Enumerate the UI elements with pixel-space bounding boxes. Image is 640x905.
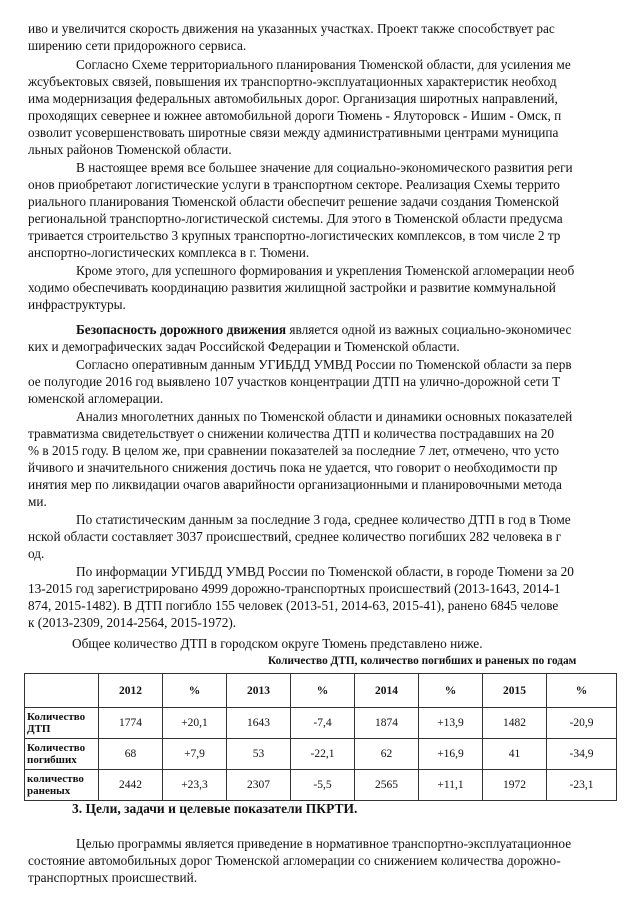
table-row <box>25 708 617 739</box>
text-line: Общее количество ДТП в городском округе Тюмень представлено ниже. <box>72 636 483 651</box>
text-line: ми. <box>28 494 47 509</box>
table-cell: 1643 <box>227 708 291 739</box>
text-line: тривается строительство 3 крупных транспортно-логистических комплексов, в том числе 2 тр <box>28 228 561 243</box>
table-cell: 1482 <box>483 708 547 739</box>
text-line: анспортно-логистических комплекса в г. Тюмени. <box>28 245 310 260</box>
table-cell: +11,1 <box>419 770 483 801</box>
table-cell: -7,4 <box>291 708 355 739</box>
text-line: Согласно оперативным данным УГИБДД УМВД России по Тюменской области за перв <box>76 357 572 372</box>
table-header-cell: 2015 <box>483 674 547 708</box>
text-line: има модернизация федеральных автомобильных дорог. Организация широтных направлений, <box>28 91 558 106</box>
text-line: 13-2015 год зарегистрировано 4999 дорожно-транспортных происшествий (2013-1643, 2014-1 <box>28 581 561 596</box>
table-cell: 53 <box>227 739 291 770</box>
table-cell: +23,3 <box>163 770 227 801</box>
table-header-cell: 2013 <box>227 674 291 708</box>
row-label: количество раненых <box>25 770 99 801</box>
table-cell: 41 <box>483 739 547 770</box>
table-header-row <box>25 674 617 708</box>
table-header-cell: % <box>547 674 617 708</box>
text-line: 874, 2015-1482). В ДТП погибло 155 человек (2013-51, 2014-63, 2015-41), ранено 6845 челове <box>28 598 559 613</box>
table-cell: +16,9 <box>419 739 483 770</box>
text-line: Целью программы является приведение в нормативное транспортно-эксплуатационное <box>76 836 572 851</box>
text-line: льных районов Тюменской области. <box>28 142 232 157</box>
table-cell: 62 <box>355 739 419 770</box>
table-header-cell: % <box>419 674 483 708</box>
table-row <box>25 770 617 801</box>
safety-bold-lead: Безопасность дорожного движения <box>76 322 287 337</box>
text-line: В настоящее время все большее значение для социально-экономического развития реги <box>76 160 573 175</box>
table-row <box>25 739 617 770</box>
text-line: озволит усовершенствовать широтные связи между административными центрами муниципа <box>28 125 559 140</box>
table-cell: -34,9 <box>547 739 617 770</box>
text-line: йчивого и значительного снижения достичь пока не удается, что говорит о необходимости пр <box>28 460 558 475</box>
text-line: жсубъектовых связей, повышения их транспортно-эксплуатационных характеристик необход <box>28 74 557 89</box>
text-line: иво и увеличится скорость движения на указанных участках. Проект также способствует рас <box>28 21 555 36</box>
table-cell: 1972 <box>483 770 547 801</box>
text-line: По статистическим данным за последние 3 года, среднее количество ДТП в год в Тюме <box>76 512 571 527</box>
text-line: По информации УГИБДД УМВД России по Тюменской области, в городе Тюмени за 20 <box>76 564 574 579</box>
text-line: ширению сети придорожного сервиса. <box>28 38 247 53</box>
table-cell: -23,1 <box>547 770 617 801</box>
text-line: Кроме этого, для успешного формирования и укрепления Тюменской агломерации необ <box>76 263 575 278</box>
table-caption: Количество ДТП, количество погибших и раненых по годам <box>268 655 577 667</box>
table-cell: 1774 <box>99 708 163 739</box>
text-line: риального планирования Тюменской области обеспечит решение задачи создания Тюменской <box>28 194 559 209</box>
text-line: нской области составляет 3037 происшествий, среднее количество погибших 282 человека в г <box>28 529 562 544</box>
row-label: Количество погибших <box>25 739 99 770</box>
text-line: проходящих севернее и южнее автомобильной дороги Тюмень - Ялуторовск - Ишим - Омск, п <box>28 108 562 123</box>
text-line: ое полугодие 2016 год выявлено 107 участков концентрации ДТП на улично-дорожной сети Т <box>28 374 561 389</box>
table-header-cell: 2014 <box>355 674 419 708</box>
text-line: инфраструктуры. <box>28 297 126 312</box>
text-line: ких и демографических задач Российской Федерации и Тюменской области. <box>28 339 460 354</box>
text-line: к (2013-2309, 2014-2564, 2015-1972). <box>28 615 237 630</box>
table-header-cell <box>25 674 99 708</box>
table-cell: +13,9 <box>419 708 483 739</box>
text-line: % в 2015 году. В целом же, при сравнении показателей за последние 7 лет, отмечено, что усто <box>28 443 560 458</box>
text-line: региональной транспортно-логистической системы. Для этого в Тюменской области предусма <box>28 211 563 226</box>
table-cell: -20,9 <box>547 708 617 739</box>
accident-stats-table <box>24 673 617 801</box>
table-header-cell: % <box>163 674 227 708</box>
text-line: транспортных происшествий. <box>28 870 198 885</box>
table-cell: 68 <box>99 739 163 770</box>
table-cell: +7,9 <box>163 739 227 770</box>
safety-intro-line <box>76 322 571 337</box>
text-line: юменской агломерации. <box>28 391 164 406</box>
table-cell: 2442 <box>99 770 163 801</box>
table-cell: -22,1 <box>291 739 355 770</box>
table-header-cell: % <box>291 674 355 708</box>
text-line: Анализ многолетних данных по Тюменской области и динамики основных показателей <box>76 409 573 424</box>
table-cell: -5,5 <box>291 770 355 801</box>
row-label: Количество ДТП <box>25 708 99 739</box>
text-line: од. <box>28 546 45 561</box>
safety-intro-text: является одной из важных социально-экономичес <box>286 322 572 337</box>
text-line: травматизма свидетельствует о снижении количества ДТП и количества пострадавших на 20 <box>28 426 555 441</box>
table-header-cell: 2012 <box>99 674 163 708</box>
section-heading: 3. Цели, задачи и целевые показатели ПКРТИ. <box>72 801 358 816</box>
table-cell: 1874 <box>355 708 419 739</box>
text-line: онов приобретают логистические услуги в транспортном секторе. Реализация Схемы террито <box>28 177 560 192</box>
text-line: Согласно Схеме территориального планирования Тюменской области, для усиления ме <box>76 57 571 72</box>
text-line: ходимо обеспечивать координацию развития жилищной застройки и развитие коммунальной <box>28 280 556 295</box>
table-cell: +20,1 <box>163 708 227 739</box>
text-line: инятия мер по ликвидации очагов аварийности организационными и планировочными метода <box>28 477 562 492</box>
table-cell: 2307 <box>227 770 291 801</box>
text-line: состояние автомобильных дорог Тюменской агломерации со снижением количества дорожно- <box>28 853 561 868</box>
table-cell: 2565 <box>355 770 419 801</box>
